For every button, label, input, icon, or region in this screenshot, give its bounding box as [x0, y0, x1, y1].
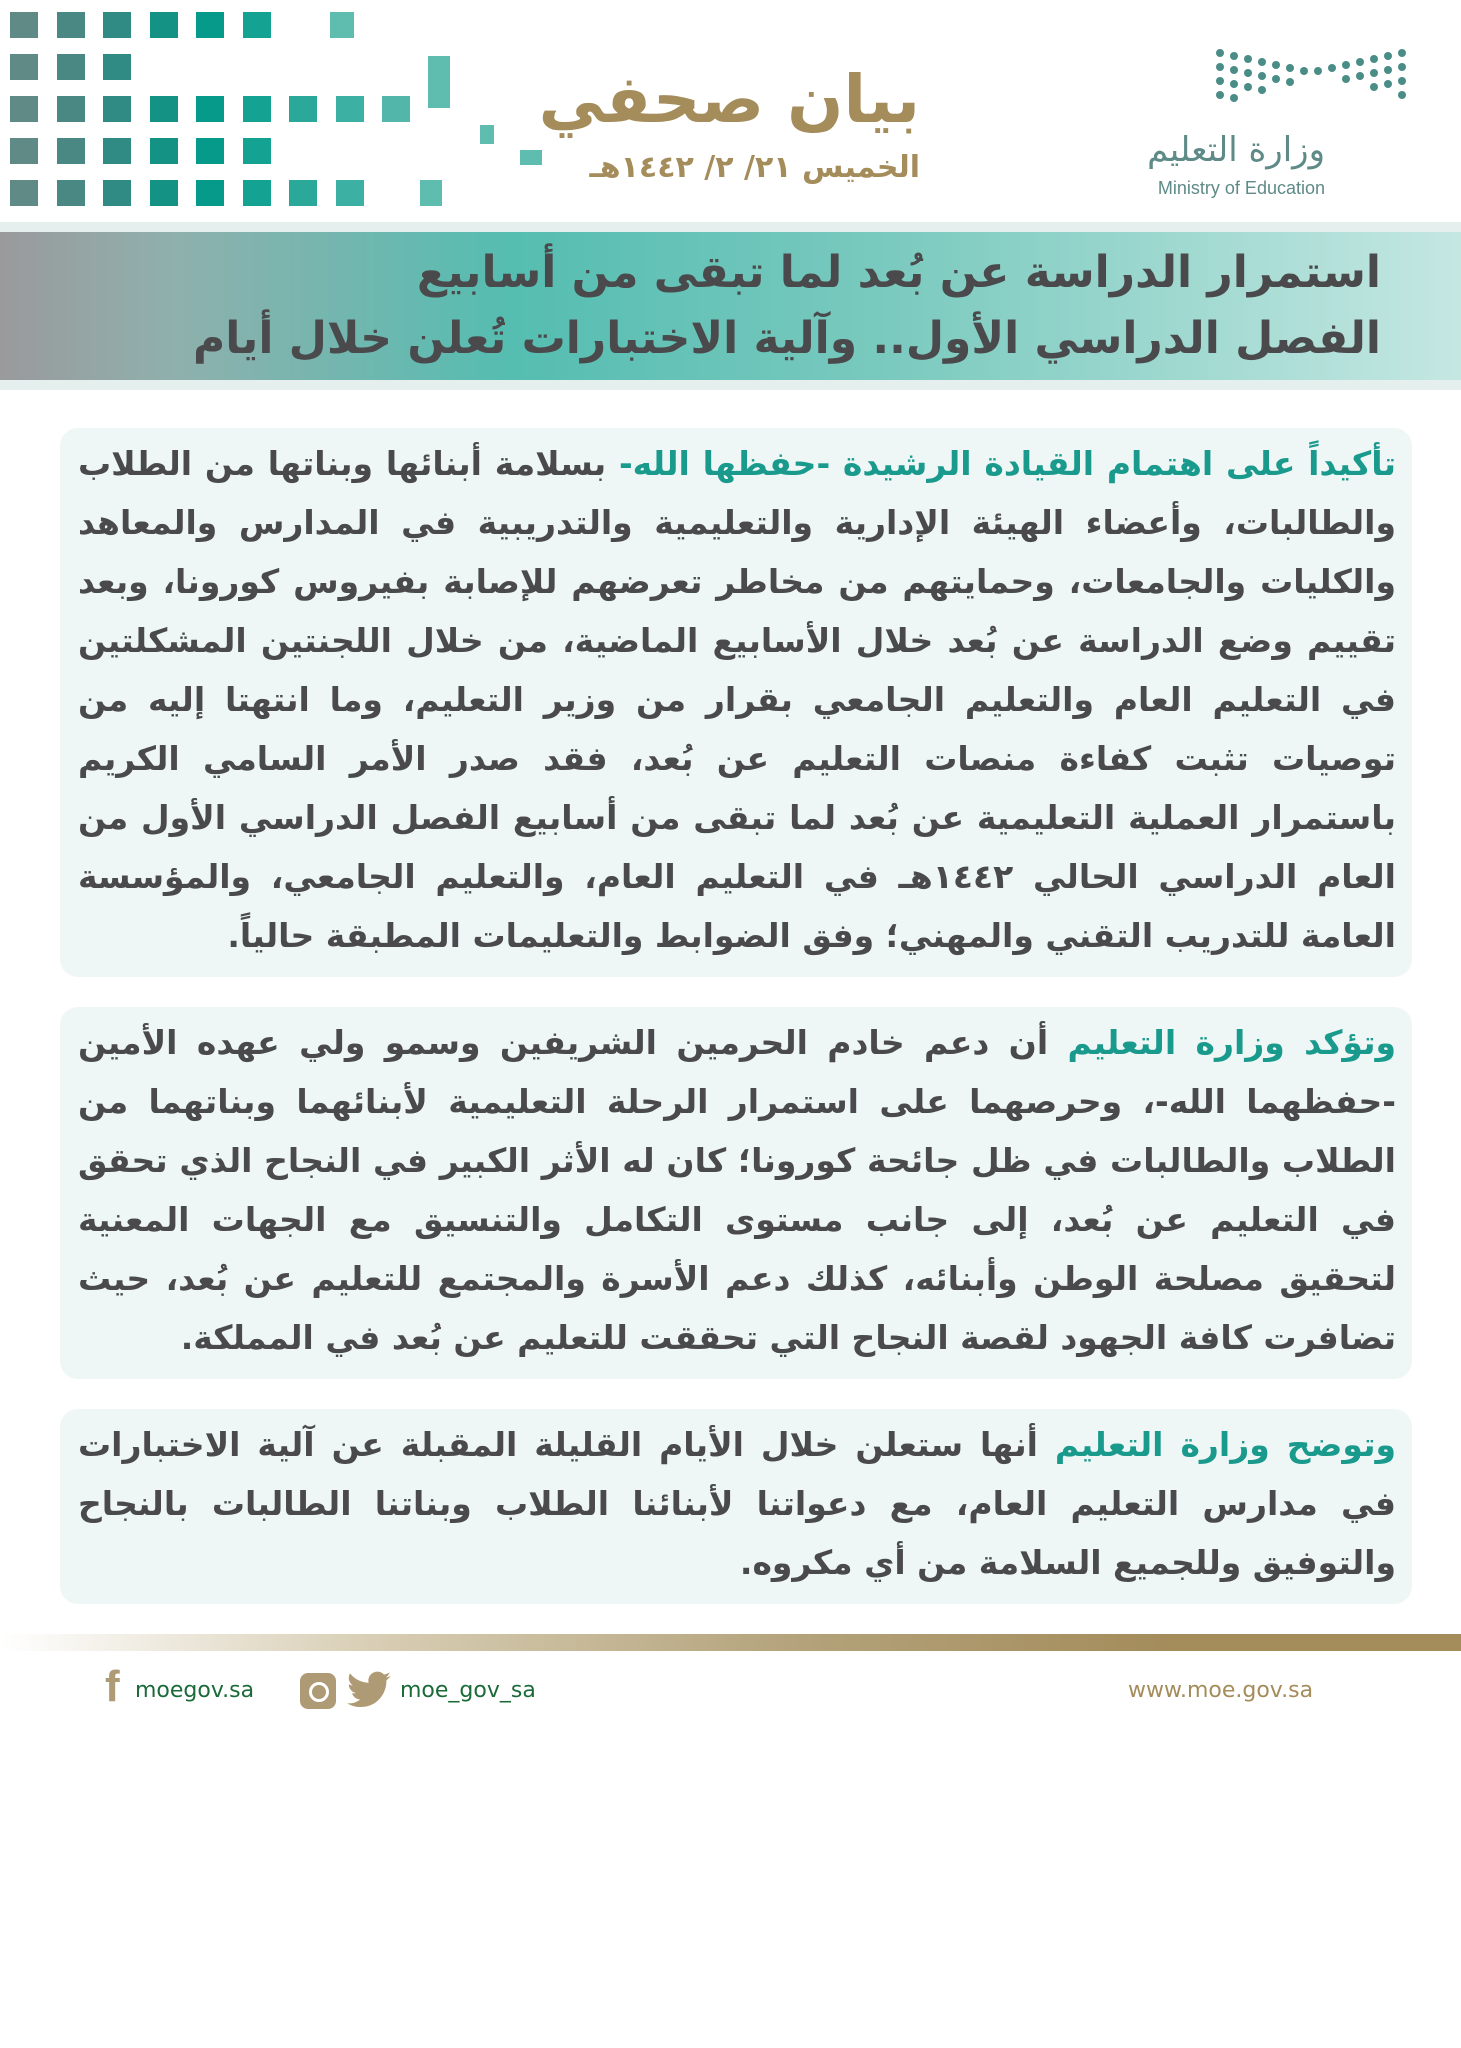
paragraph-box-2 — [60, 1007, 1412, 1379]
decorative-square — [330, 12, 354, 38]
decorative-square — [289, 180, 317, 206]
decorative-square — [150, 96, 178, 122]
press-release-title: بيان صحفي — [538, 61, 920, 138]
facebook-handle[interactable]: moegov.sa — [135, 1678, 255, 1703]
decorative-square — [243, 138, 271, 164]
paragraph-text: أن دعم خادم الحرمين الشريفين وسمو ولي عهده الأمين -حفظهما الله-، وحرصهما على استمرار الرحلة التعليمية لأبنائهما وبناتهما من الطلاب والطالبات في ظل جائحة كورونا؛ كان له الأثر الكبير في النجاح الذي تحقق في التعليم عن بُعد، إلى جانب مستوى التكامل والتنسيق مع الجهات المعنية لتحقيق مصلحة الوطن وأبنائه، كذلك دعم الأسرة والمجتمع للتعليم عن بُعد، حيث تضافرت كافة الجهود لقصة النجاح التي تحققت للتعليم عن بُعد في المملكة. — [78, 1023, 1396, 1357]
decorative-square — [10, 54, 38, 80]
paragraph-box-3 — [60, 1409, 1412, 1604]
paragraph-highlight: تأكيداً على اهتمام القيادة الرشيدة -حفظها الله- — [618, 444, 1396, 483]
logo-name-en: Ministry of Education — [1157, 178, 1325, 198]
decorative-square — [196, 180, 224, 206]
headline-line-2: الفصل الدراسي الأول.. وآلية الاختبارات تُعلن خلال أيام — [193, 313, 1381, 364]
footer-divider — [0, 1634, 1461, 1651]
instagram-icon[interactable] — [300, 1673, 336, 1709]
decorative-square — [103, 180, 131, 206]
decorative-square — [243, 96, 271, 122]
decorative-square — [57, 180, 85, 206]
decorative-square — [57, 96, 85, 122]
ministry-logo — [1100, 45, 1420, 205]
page-footer — [0, 1651, 1461, 1741]
decorative-square — [150, 12, 178, 38]
decorative-square — [196, 138, 224, 164]
logo-dots-icon — [1210, 45, 1420, 125]
decorative-square — [336, 180, 364, 206]
paragraph-highlight: وتوضح وزارة التعليم — [1054, 1425, 1396, 1464]
decorative-square — [103, 12, 131, 38]
decorative-square — [10, 96, 38, 122]
decorative-square — [57, 54, 85, 80]
website-link[interactable]: www.moe.gov.sa — [1128, 1678, 1314, 1703]
twitter-icon[interactable] — [345, 1667, 393, 1715]
decorative-square — [103, 96, 131, 122]
decorative-square — [196, 96, 224, 122]
decorative-square — [57, 138, 85, 164]
paragraph-text: بسلامة أبنائها وبناتها من الطلاب والطالبات، وأعضاء الهيئة الإدارية والتعليمية والتدريبية في المدارس والمعاهد والكليات والجامعات، وحمايتهم من مخاطر تعرضهم للإصابة بفيروس كورونا، وبعد تقييم وضع الدراسة عن بُعد خلال الأسابيع الماضية، من خلال اللجنتين المشكلتين في التعليم العام والتعليم الجامعي بقرار من وزير التعليم، وما انتهتا إليه من توصيات تثبت كفاءة منصات التعليم عن بُعد، فقد صدر الأمر السامي الكريم باستمرار العملية التعليمية عن بُعد لما تبقى من أسابيع الفصل الدراسي الأول من العام الدراسي الحالي ١٤٤٢هـ في التعليم العام، والتعليم الجامعي، والمؤسسة العامة للتدريب التقني والمهني؛ وفق الضوابط والتعليمات المطبقة حالياً. — [78, 444, 1396, 955]
decorative-square — [336, 96, 364, 122]
decorative-square — [103, 54, 131, 80]
decorative-square — [196, 12, 224, 38]
decorative-square — [150, 180, 178, 206]
logo-name-ar: وزارة التعليم — [1147, 130, 1325, 170]
paragraphs-area — [0, 390, 1461, 1604]
decorative-square — [243, 12, 271, 38]
decorative-square — [10, 12, 38, 38]
decorative-square — [10, 138, 38, 164]
page-header — [0, 0, 1461, 222]
decorative-square — [57, 12, 85, 38]
paragraph-box-1 — [60, 428, 1412, 977]
decorative-square — [10, 180, 38, 206]
headline-line-1: استمرار الدراسة عن بُعد لما تبقى من أسابيع — [416, 247, 1381, 298]
decorative-square — [103, 138, 131, 164]
headline-banner — [0, 222, 1461, 390]
social-handle[interactable]: moe_gov_sa — [400, 1678, 536, 1703]
paragraph-text: أنها ستعلن خلال الأيام القليلة المقبلة عن آلية الاختبارات في مدارس التعليم العام، مع دعواتنا لأبنائنا الطلاب وبناتنا الطالبات بالنجاح والتوفيق وللجميع السلامة من أي مكروه. — [78, 1425, 1396, 1582]
facebook-icon[interactable]: f — [105, 1662, 120, 1711]
paragraph-highlight: وتؤكد وزارة التعليم — [1067, 1023, 1396, 1062]
decorative-square — [289, 96, 317, 122]
decorative-square — [150, 138, 178, 164]
press-release-date: الخميس ٢١/ ٢/ ١٤٤٢هـ — [589, 150, 920, 185]
decorative-square — [243, 180, 271, 206]
